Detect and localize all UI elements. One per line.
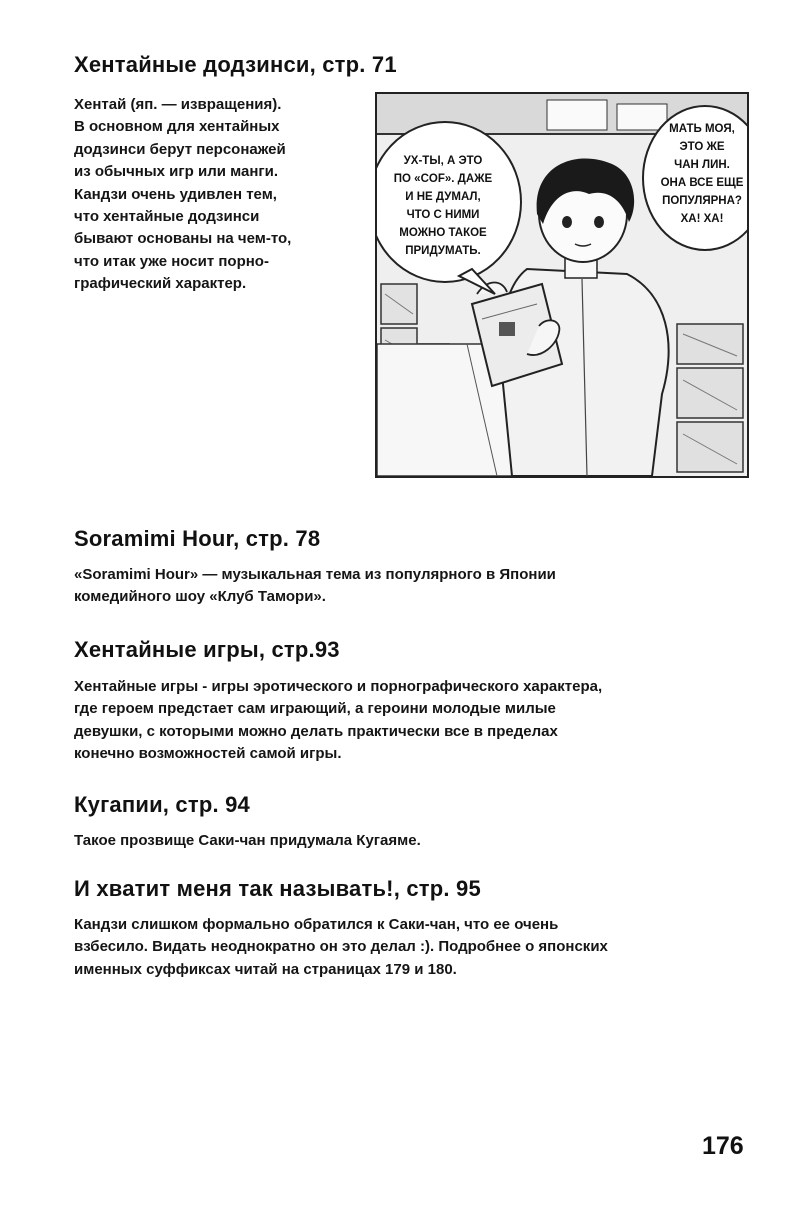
text-line: Кандзи слишком формально обратился к Саки-чан, что ее очень — [74, 916, 559, 933]
manga-panel-illustration — [377, 94, 747, 476]
section-heading-soramimi-hour: Soramimi Hour, стр. 78 — [74, 526, 321, 551]
bubble-left-line: МОЖНО ТАКОЕ — [399, 227, 487, 239]
section-text-hentai-games — [74, 676, 602, 766]
bubble-left-line: ПО «COF». ДАЖЕ — [393, 173, 493, 185]
bubble-right-line: МАТЬ МОЯ, — [669, 123, 735, 135]
bubble-right-line: ПОПУЛЯРНА? — [662, 195, 742, 207]
bubble-right-line: ОНА ВСЕ ЕЩЕ — [660, 177, 744, 189]
bubble-right-line: ЧАН ЛИН. — [674, 159, 730, 171]
bubble-left-line: УХ-ТЫ, А ЭТО — [403, 155, 483, 167]
text-line: девушки, с которыми можно делать практически все в пределах — [74, 722, 558, 740]
text-line: бывают основаны на чем-то, — [74, 230, 292, 248]
text-line: конечно возможностей самой игры. — [74, 745, 342, 763]
text-line: додзинси берут персонажей — [74, 140, 286, 158]
text-line: В основном для хентайных — [74, 118, 280, 136]
section-heading-hentai-doujinshi: Хентайные додзинси, стр. 71 — [74, 52, 397, 77]
bubble-right-line: ЭТО ЖЕ — [679, 141, 725, 153]
section-heading-stop-calling-me: И хватит меня так называть!, стр. 95 — [74, 876, 481, 901]
section-text-soramimi-hour — [74, 564, 556, 609]
section-text-kugapii — [74, 830, 421, 852]
bubble-left-line: ПРИДУМАТЬ. — [405, 245, 481, 257]
text-line: из обычных игр или манги. — [74, 163, 279, 181]
section-heading-kugapii: Кугапии, стр. 94 — [74, 792, 250, 817]
text-line: Такое прозвище Саки-чан придумала Кугаяме. — [74, 832, 421, 849]
text-line: что итак уже носит порно- — [74, 252, 269, 270]
manga-panel — [375, 92, 749, 478]
text-line: Хентайные игры - игры эротического и порнографического характера, — [74, 678, 603, 695]
section-heading-hentai-games: Хентайные игры, стр.93 — [74, 637, 340, 662]
bubble-left-line: И НЕ ДУМАЛ, — [405, 191, 481, 203]
text-line: взбесило. Видать неоднократно он это делал :). Подробнее о японских — [74, 938, 608, 956]
text-line: что хентайные додзинси — [74, 208, 260, 226]
text-line: Хентай (яп. — извращения). — [74, 96, 282, 113]
text-line: комедийного шоу «Клуб Тамори». — [74, 588, 326, 606]
text-line: именных суффиксах читай на страницах 179 и 180. — [74, 960, 457, 978]
text-line: Кандзи очень удивлен тем, — [74, 185, 277, 203]
bubble-left-line: ЧТО С НИМИ — [406, 209, 480, 221]
section-text-hentai-doujinshi — [74, 94, 291, 296]
bubble-right-line: ХА! ХА! — [680, 213, 724, 225]
text-line: «Soramimi Hour» — музыкальная тема из популярного в Японии — [74, 566, 556, 583]
text-line: где героем предстает сам играющий, а героини молодые милые — [74, 700, 556, 718]
text-line: графический характер. — [74, 275, 247, 293]
section-text-stop-calling-me — [74, 914, 608, 981]
page-number: 176 — [702, 1132, 744, 1160]
